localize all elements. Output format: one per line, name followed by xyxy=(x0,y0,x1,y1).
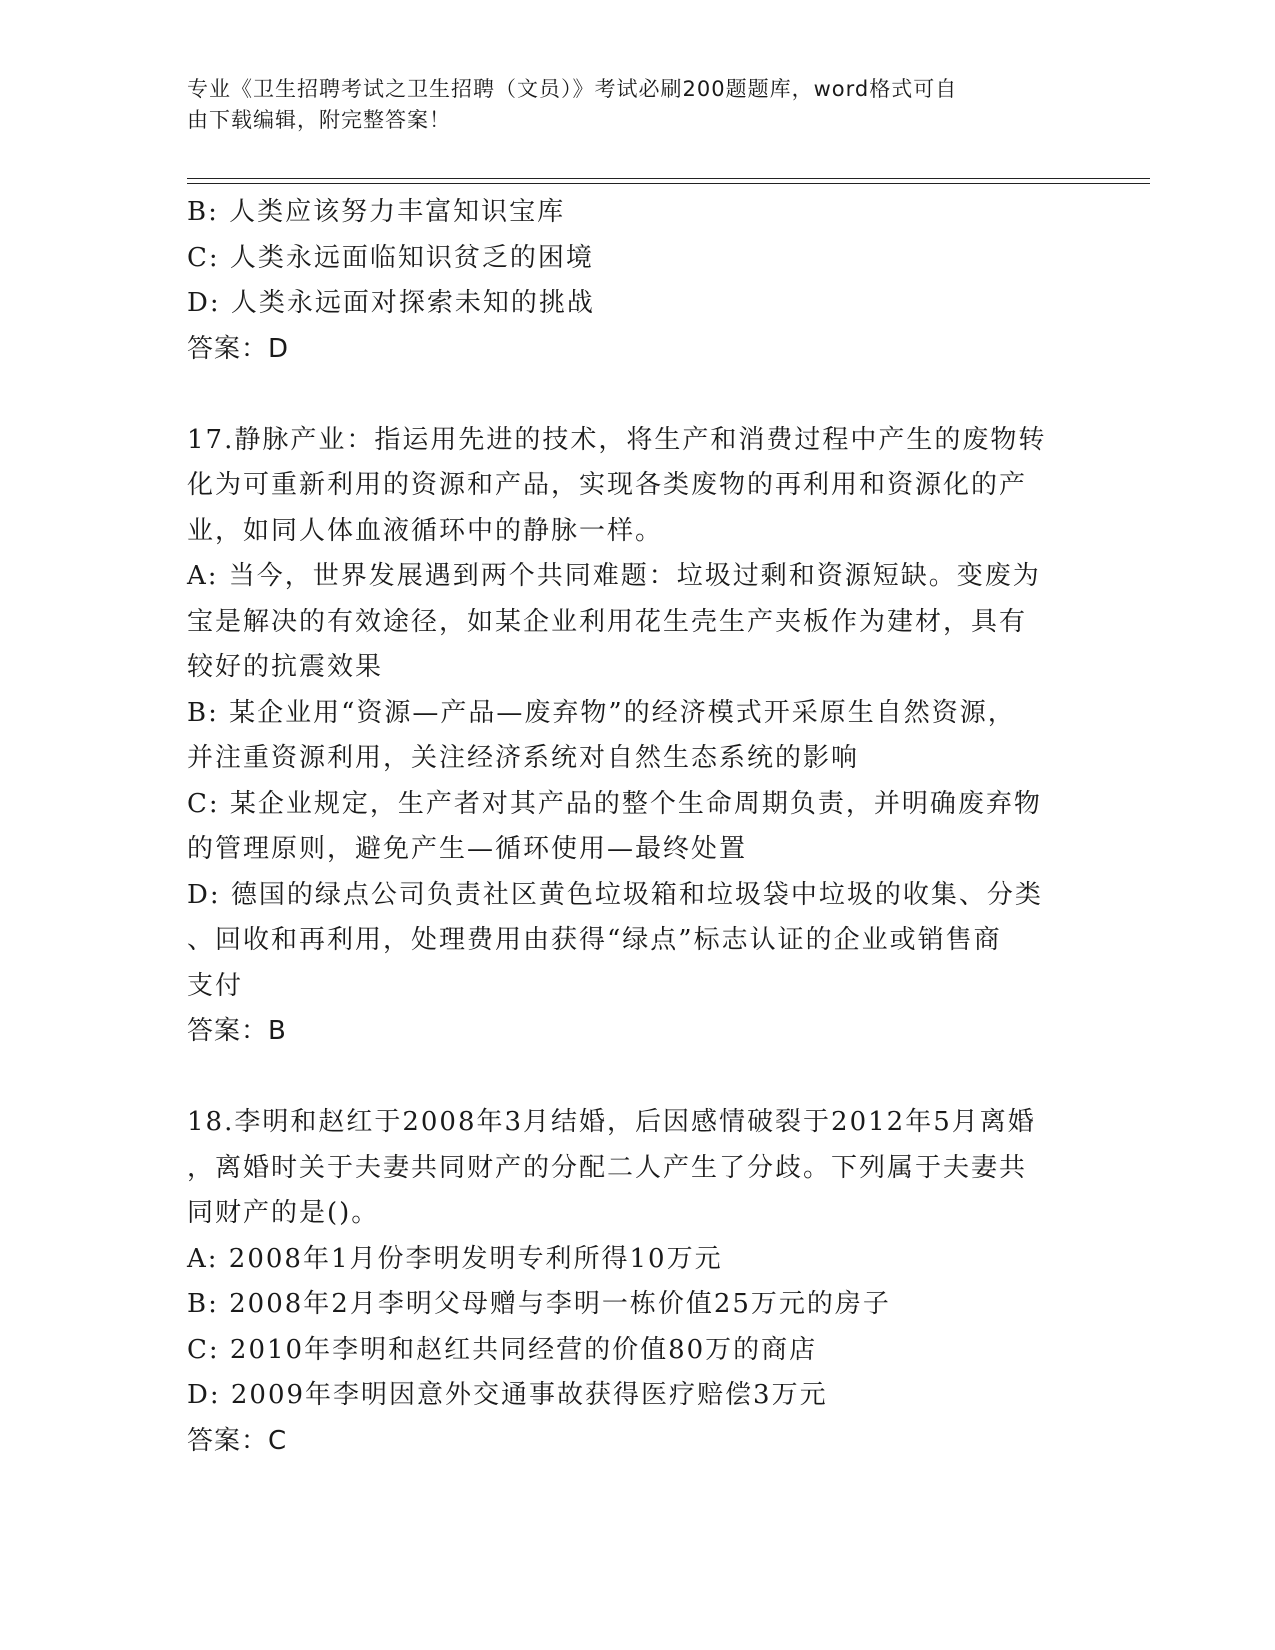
question-16-options xyxy=(187,190,1087,372)
q16-answer: 答案：D xyxy=(187,333,290,364)
q18-option-a: A: 2008年1月份李明发明专利所得10万元 xyxy=(187,1243,723,1274)
q17-option-a: 宝是解决的有效途径，如某企业利用花生壳生产夹板作为建材，具有 xyxy=(187,606,1028,637)
q17-option-d: 支付 xyxy=(187,970,244,1001)
q17-option-a: 较好的抗震效果 xyxy=(187,652,384,682)
q18-stem-line: ，离婚时关于夫妻共同财产的分配二人产生了分歧。下列属于夫妻共 xyxy=(187,1152,1028,1183)
q17-option-c: C: 某企业规定，生产者对其产品的整个生命周期负责，并明确废弃物 xyxy=(187,788,1042,819)
question-17 xyxy=(187,418,1087,1055)
q17-option-a: A: 当今，世界发展遇到两个共同难题：垃圾过剩和资源短缺。变废为 xyxy=(187,561,1041,591)
q18-answer: 答案：C xyxy=(187,1425,288,1456)
header-divider-bottom xyxy=(187,183,1150,184)
q16-option-d: D: 人类永远面对探索未知的挑战 xyxy=(187,288,595,318)
q18-option-b: B: 2008年2月李明父母赠与李明一栋价值25万元的房子 xyxy=(187,1289,891,1319)
q17-answer: 答案：B xyxy=(187,1016,287,1046)
q17-option-d: D: 德国的绿点公司负责社区黄色垃圾箱和垃圾袋中垃圾的收集、分类 xyxy=(187,879,1043,910)
q16-option-c: C: 人类永远面临知识贫乏的困境 xyxy=(187,242,594,273)
q17-option-d: 、回收和再利用，处理费用由获得“绿点”标志认证的企业或销售商 xyxy=(187,925,1002,955)
header-line-1: 专业《卫生招聘考试之卫生招聘（文员）》考试必刷200题题库，word格式可自 xyxy=(187,77,958,101)
header-divider-top xyxy=(187,178,1150,179)
spacer xyxy=(187,372,1087,418)
spacer xyxy=(187,1055,1087,1101)
document-header xyxy=(187,74,1067,136)
q17-stem-line: 17.静脉产业：指运用先进的技术，将生产和消费过程中产生的废物转 xyxy=(187,424,1047,455)
q17-option-b: 并注重资源利用，关注经济系统对自然生态系统的影响 xyxy=(187,743,860,773)
q18-option-c: C: 2010年李明和赵红共同经营的价值80万的商店 xyxy=(187,1334,818,1365)
q18-stem-line: 18.李明和赵红于2008年3月结婚，后因感情破裂于2012年5月离婚 xyxy=(187,1107,1036,1137)
q17-option-b: B: 某企业用“资源—产品—废弃物”的经济模式开采原生自然资源， xyxy=(187,697,1016,728)
q17-stem-line: 业，如同人体血液循环中的静脉一样。 xyxy=(187,515,664,546)
q17-stem-line: 化为可重新利用的资源和产品，实现各类废物的再利用和资源化的产 xyxy=(187,470,1028,500)
q18-option-d: D: 2009年李明因意外交通事故获得医疗赔偿3万元 xyxy=(187,1380,828,1410)
question-18 xyxy=(187,1100,1087,1464)
q18-stem-line: 同财产的是()。 xyxy=(187,1198,380,1228)
header-line-2: 由下载编辑，附完整答案！ xyxy=(187,108,451,132)
q17-option-c: 的管理原则，避免产生—循环使用—最终处置 xyxy=(187,834,748,864)
document-body xyxy=(187,190,1087,1464)
q16-option-b: B: 人类应该努力丰富知识宝库 xyxy=(187,197,566,227)
